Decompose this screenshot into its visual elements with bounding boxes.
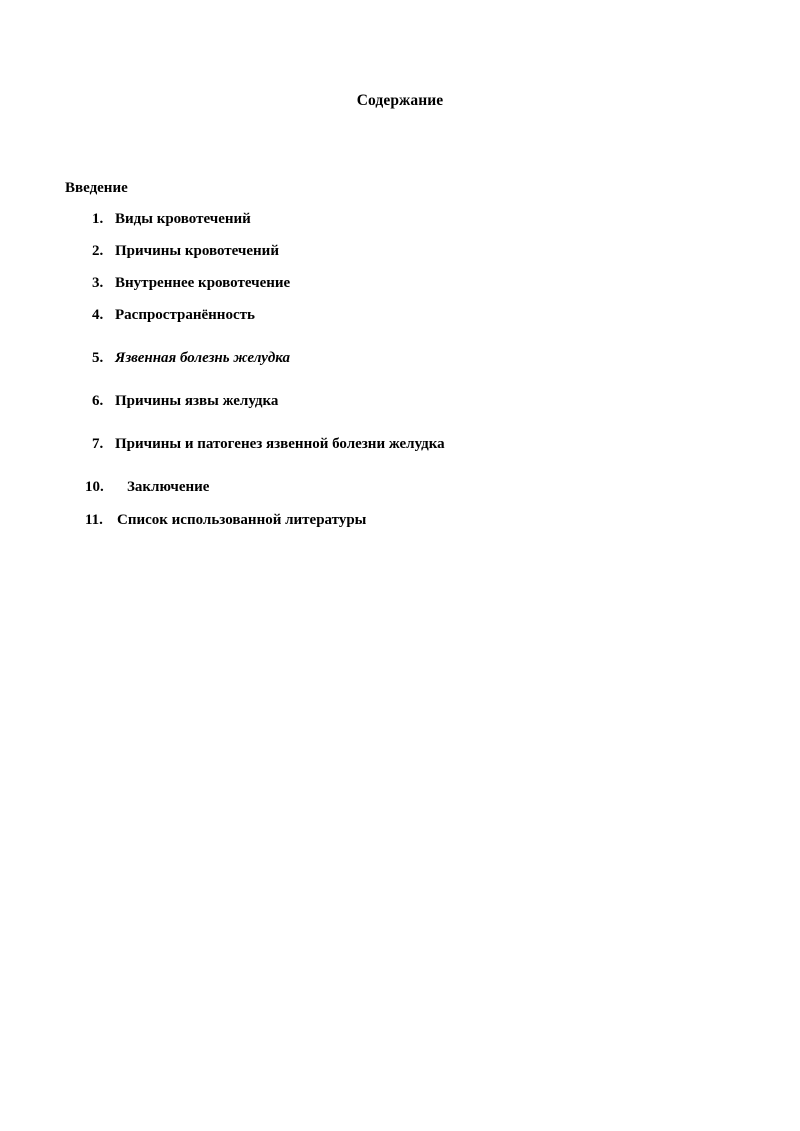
toc-item-5-number: 5. <box>92 350 104 366</box>
page-title: Содержание <box>356 92 444 109</box>
toc-item-3 <box>0 274 290 292</box>
toc-item-3-label: Внутреннее кровотечение <box>115 275 291 291</box>
toc-item-10-label: Заключение <box>127 479 210 495</box>
toc-item-4-label: Распространённость <box>115 307 255 323</box>
toc-item-5-label: Язвенная болезнь желудка <box>115 350 291 366</box>
toc-item-6 <box>0 392 278 410</box>
toc-item-1 <box>0 210 251 228</box>
toc-item-7-label: Причины и патогенез язвенной болезни желудка <box>115 436 445 452</box>
toc-item-1-label: Виды кровотечений <box>115 211 251 227</box>
toc-item-10 <box>0 478 209 496</box>
toc-item-11 <box>0 511 366 529</box>
toc-item-2 <box>0 242 279 260</box>
toc-item-2-label: Причины кровотечений <box>115 243 279 259</box>
toc-item-10-number: 10. <box>85 479 104 495</box>
toc-item-11-number: 11. <box>85 512 103 528</box>
toc-item-4-number: 4. <box>92 307 104 323</box>
toc-item-6-number: 6. <box>92 393 104 409</box>
toc-item-3-number: 3. <box>92 275 104 291</box>
toc-item-5 <box>0 349 290 367</box>
toc-item-2-number: 2. <box>92 243 104 259</box>
toc-item-6-label: Причины язвы желудка <box>115 393 279 409</box>
toc-item-7 <box>0 435 445 453</box>
toc-item-1-number: 1. <box>92 211 104 227</box>
toc-item-4 <box>0 306 255 324</box>
toc-entry-introduction <box>65 179 128 197</box>
toc-item-11-label: Список использованной литературы <box>117 512 367 528</box>
toc-entry-introduction-label: Введение <box>65 180 128 196</box>
toc-item-7-number: 7. <box>92 436 104 452</box>
